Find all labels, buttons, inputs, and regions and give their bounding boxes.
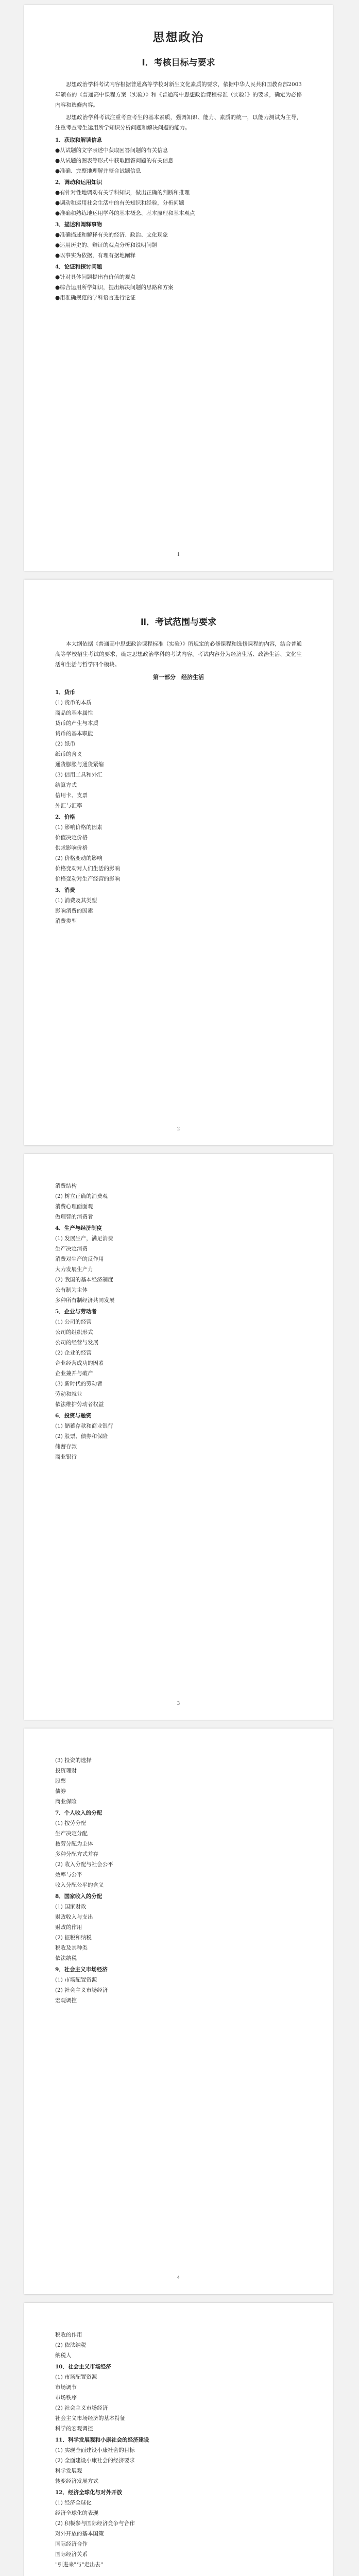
objective-heading: 3．描述和阐释事物 [55, 222, 102, 228]
topic-item: 商业保险 [55, 1799, 77, 1805]
objective-item: ●用准确规范的学科语言进行论证 [55, 295, 136, 301]
page-5 [24, 2303, 333, 2576]
topic-item: 商业银行 [55, 1454, 77, 1460]
part-title: 第一部分 经济生活 [153, 674, 204, 681]
topic-heading: 5．企业与劳动者 [55, 1309, 97, 1315]
topic-item: (1) 按劳分配 [55, 1820, 87, 1826]
topic-item: (1) 发展生产，满足消费 [55, 1235, 113, 1242]
objective-item: ●有针对性地调动有关学科知识，做出正确的判断和推理 [55, 190, 190, 196]
topic-item: 公司的经营与发展 [55, 1340, 98, 1346]
topic-item: 经济全球化的表现 [55, 2510, 98, 2516]
topic-item: (1) 影响价格的因素 [55, 824, 102, 831]
topic-item: 税收的作用 [55, 2332, 82, 2338]
topic-item: 货币的基本职能 [55, 731, 93, 737]
topic-item: 市场调节 [55, 2384, 77, 2391]
topic-item: 财政的作用 [55, 1924, 82, 1930]
topic-item: 通货膨胀与通货紧缩 [55, 761, 104, 768]
objective-item: ●从试题的图表等形式中获取回答问题的有关信息 [55, 158, 174, 164]
topic-heading: 9．社会主义市场经济 [55, 1967, 108, 1973]
page-3 [24, 1154, 333, 1720]
content-list [55, 687, 302, 926]
topic-item: 宏观调控 [55, 1997, 77, 2004]
topic-heading: 1．货币 [55, 689, 75, 696]
objective-item: ●从试题的文字表述中获取回答问题的有关信息 [55, 147, 168, 154]
topic-item: 生产决定消费 [55, 1246, 88, 1252]
topic-item: 投资理财 [55, 1768, 77, 1774]
paragraph: 本大纲依据《普通高中思想政治课程标准（实验）》所规定的必修课程和选修课程的内容，结合普通高等学校招生考试的要求，确定思想政治学科的考试内容。考试内容分为经济生活、政治生活、文化生活和生活与哲学四个模块。 [55, 641, 302, 668]
topic-item: 影响消费的因素 [55, 908, 93, 914]
topic-item: (1) 消费及其类型 [55, 897, 97, 904]
topic-item: 劳动和就业 [55, 1391, 82, 1397]
topic-item: 国际经济关系 [55, 2551, 88, 2557]
topic-item: 消费类型 [55, 918, 77, 924]
topic-item: 科学的宏观调控 [55, 2426, 93, 2432]
content-list [55, 1181, 302, 1462]
topic-item: (3) 投资的选择 [55, 1757, 92, 1764]
topic-item: 公司的组织形式 [55, 1329, 93, 1335]
content-list [55, 2330, 302, 2570]
topic-item: (1) 经济全球化 [55, 2500, 92, 2506]
topic-item: 社会主义市场经济的基本特征 [55, 2415, 126, 2421]
topic-item: (2) 依法纳税 [55, 2342, 87, 2348]
topic-item: 供求影响价格 [55, 845, 88, 851]
topic-item: (2) 积极参与国际经济竞争与合作 [55, 2520, 135, 2527]
topic-item: 企业经营成功的因素 [55, 1360, 104, 1366]
topic-item: 纳税人 [55, 2352, 72, 2359]
topic-item: 价格变动对生产经营的影响 [55, 876, 120, 882]
topic-item: 税收及其种类 [55, 1945, 88, 1951]
objective-item: ●准确、完整地理解并整合试题信息 [55, 168, 141, 174]
topic-item: (1) 国家财政 [55, 1904, 87, 1910]
topic-item: 纸币的含义 [55, 751, 82, 757]
topic-heading: 4．生产与经济制度 [55, 1225, 102, 1231]
topic-item: (1) 实现全面建设小康社会的目标 [55, 2447, 135, 2453]
objective-groups [55, 135, 302, 303]
topic-item: (2) 收入分配与社会公平 [55, 1861, 113, 1868]
objective-item: ●准确和熟练地运用学科的基本概念、基本原理和基本观点 [55, 210, 195, 216]
topic-item: 依法纳税 [55, 1955, 77, 1961]
topic-heading: 7．个人收入的分配 [55, 1810, 102, 1816]
topic-item: (1) 市场配置资源 [55, 2374, 97, 2380]
topic-item: (2) 我国的基本经济制度 [55, 1277, 113, 1283]
topic-item: 做理智的消费者 [55, 1214, 93, 1220]
section-title-2: Ⅱ．考试范围与要求 [140, 617, 217, 628]
topic-item: (2) 社会主义市场经济 [55, 1987, 108, 1993]
topic-item: (2) 征税和纳税 [55, 1935, 92, 1941]
topic-item: 依法维护劳动者权益 [55, 1401, 104, 1408]
topic-item: 储蓄存款 [55, 1444, 77, 1450]
topic-heading: 10．社会主义市场经济 [55, 2364, 112, 2370]
topic-item: (3) 新时代的劳动者 [55, 1381, 102, 1387]
topic-item: 多种所有制经济共同发展 [55, 1297, 115, 1303]
topic-item: 消费心理面面观 [55, 1204, 93, 1210]
topic-item: 股票 [55, 1778, 66, 1784]
topic-item: 外汇与汇率 [55, 803, 82, 809]
topic-heading: 6．投资与融资 [55, 1413, 92, 1419]
topic-item: (1) 市场配置资源 [55, 1977, 97, 1983]
topic-item: 债券 [55, 1788, 66, 1794]
section-title-1: Ⅰ．考核目标与要求 [142, 58, 215, 68]
topic-item: (1) 储蓄存款和商业银行 [55, 1423, 113, 1429]
topic-heading: 2．价格 [55, 814, 75, 820]
topic-item: 多种分配方式并存 [55, 1851, 98, 1857]
topic-item: 商品的基本属性 [55, 710, 93, 716]
topic-item: (2) 树立正确的消费观 [55, 1193, 108, 1199]
topic-item: 企业兼并与破产 [55, 1370, 93, 1377]
page-2 [24, 580, 333, 1145]
topic-item: 货币的产生与本质 [55, 720, 98, 726]
objective-item: ●准确描述和解释有关的经济、政治、文化现象 [55, 232, 168, 238]
topic-item: (1) 公司的经营 [55, 1319, 92, 1325]
topic-item: 转变经济发展方式 [55, 2478, 98, 2484]
page-4 [24, 1728, 333, 2294]
page-number: 2 [177, 1127, 180, 1132]
topic-item: (2) 全面建设小康社会的经济要求 [55, 2458, 135, 2464]
objective-heading: 2．调动和运用知识 [55, 179, 102, 185]
topic-item: 结算方式 [55, 782, 77, 788]
page-number: 3 [177, 1701, 180, 1706]
topic-item: 价值决定价格 [55, 835, 88, 841]
paragraph: 思想政治学科考试注重考查考生的基本素质，强调知识、能力、素质的统一，以能力测试为主导，注重考查考生运用所学知识分析问题和解决问题的能力。 [55, 114, 302, 131]
topic-item: (2) 股票、债券和保险 [55, 1433, 108, 1439]
topic-heading: 12．经济全球化与对外开放 [55, 2489, 123, 2496]
objective-item: ●针对具体问题提出有价值的观点 [55, 274, 136, 280]
topic-item: 生产决定分配 [55, 1831, 88, 1837]
topic-item: 公有制为主体 [55, 1287, 88, 1293]
topic-item: (3) 信用工具和外汇 [55, 772, 102, 778]
topic-item: 市场秩序 [55, 2395, 77, 2401]
topic-item: 大力发展生产力 [55, 1266, 93, 1273]
objective-item: ●以事实为依据，有理有据地阐释 [55, 252, 136, 259]
topic-item: 国际经济合作 [55, 2541, 88, 2547]
objective-item: ●综合运用所学知识，提出解决问题的思路和方案 [55, 284, 174, 291]
topic-item: (2) 企业的经营 [55, 1350, 92, 1356]
content-list [55, 1755, 302, 2006]
topic-item: 收入分配公平的含义 [55, 1882, 104, 1888]
objective-heading: 4．论证和探讨问题 [55, 264, 102, 270]
page-number: 1 [177, 552, 180, 557]
topic-item: (1) 货币的本质 [55, 700, 92, 706]
objective-item: ●调动和运用社会生活中的有关知识和经验，分析问题 [55, 200, 184, 206]
topic-item: (2) 价格变动的影响 [55, 855, 102, 861]
topic-item: 价格变动对人们生活的影响 [55, 866, 120, 872]
topic-item: (2) 纸币 [55, 741, 76, 747]
topic-heading: 3．消费 [55, 887, 75, 893]
topic-item: 消费对生产的反作用 [55, 1256, 104, 1262]
topic-item: 财政收入与支出 [55, 1914, 93, 1920]
topic-item: 消费结构 [55, 1183, 77, 1189]
topic-item: 效率与公平 [55, 1872, 82, 1878]
page-number: 4 [177, 2276, 180, 2281]
document-title: 思想政治 [152, 30, 204, 44]
paragraph: 思想政治学科考试内容根据普通高等学校对新生文化素质的要求，依据中华人民共和国教育部2003年颁布的《普通高中课程方案（实验）》和《普通高中思想政治课程标准（实验）》的要求，确定为必修内容和选修内容。 [55, 81, 302, 108]
topic-item: 按劳分配为主体 [55, 1841, 93, 1847]
topic-heading: 8．国家收入的分配 [55, 1893, 102, 1900]
topic-item: 对外开放的基本国策 [55, 2531, 104, 2537]
topic-heading: 11．科学发展观和小康社会的经济建设 [55, 2437, 149, 2443]
page-1 [24, 5, 333, 571]
topic-item: "引进来"与"走出去" [55, 2562, 103, 2568]
topic-item: (2) 社会主义市场经济 [55, 2405, 108, 2411]
objective-item: ●运用历史的、辩证的观点分析和说明问题 [55, 242, 158, 248]
topic-item: 信用卡、支票 [55, 792, 88, 799]
topic-item: 科学发展观 [55, 2468, 82, 2474]
objective-heading: 1．获取和解读信息 [55, 137, 102, 143]
